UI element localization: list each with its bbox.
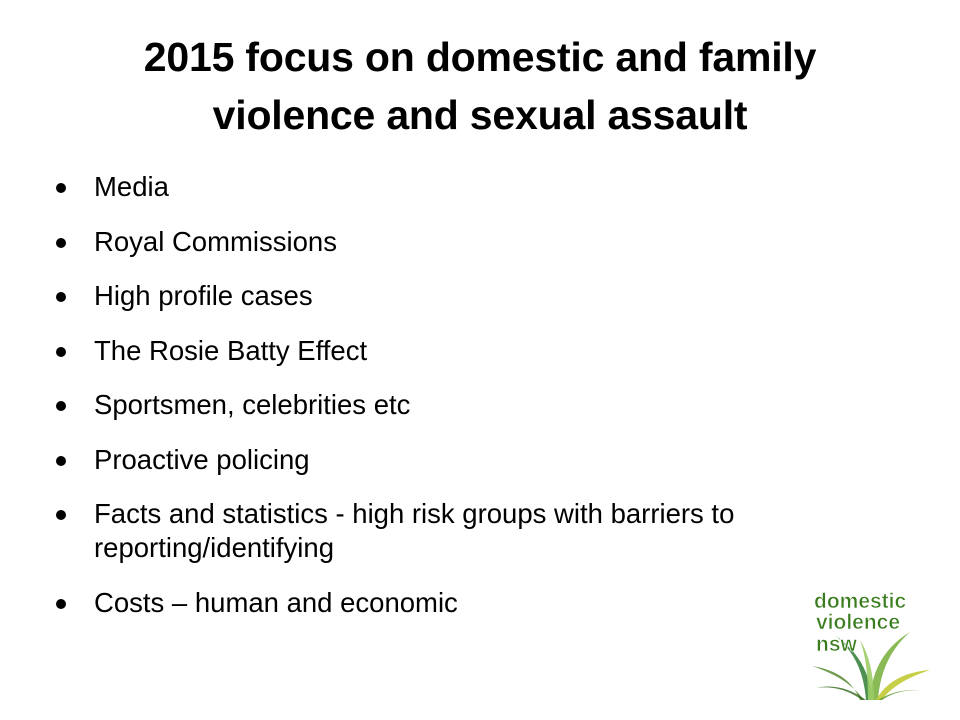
logo-line2: violence: [816, 611, 901, 634]
bullet-dot-icon: [56, 183, 66, 193]
domestic-violence-nsw-logo: [806, 584, 934, 700]
bullet-item: [56, 388, 916, 422]
bullet-item: [56, 497, 916, 565]
bullet-dot-icon: [56, 238, 66, 248]
bullet-dot-icon: [56, 510, 66, 520]
logo-line3: nsw: [816, 633, 857, 656]
bullet-dot-icon: [56, 292, 66, 302]
bullet-text: Costs – human and economic: [94, 586, 458, 618]
bullet-list: [56, 170, 916, 640]
bullet-text: Sportsmen, celebrities etc: [94, 389, 411, 420]
bullet-item: [56, 170, 916, 204]
bullet-dot-icon: [56, 456, 66, 466]
bullet-text: Proactive policing: [94, 443, 310, 475]
bullet-text: Facts and statistics - high risk groups with barriers to reporting/identifying: [94, 498, 735, 563]
bullet-dot-icon: [56, 599, 66, 609]
bullet-dot-icon: [56, 347, 66, 357]
bullet-text: Media: [94, 171, 169, 202]
bullet-item: [56, 279, 916, 313]
logo-graphic: [806, 584, 934, 700]
bullet-dot-icon: [56, 401, 66, 411]
bullet-item: [56, 225, 916, 259]
bullet-item: [56, 334, 916, 368]
logo-line1: domestic: [814, 590, 907, 613]
bullet-item: [56, 586, 916, 620]
bullet-item: [56, 443, 916, 477]
slide-title: 2015 focus on domestic and family violence and sexual assault: [143, 34, 817, 138]
bullet-text: The Rosie Batty Effect: [94, 334, 368, 366]
bullet-text: Royal Commissions: [94, 225, 337, 257]
bullet-text: High profile cases: [94, 280, 313, 311]
